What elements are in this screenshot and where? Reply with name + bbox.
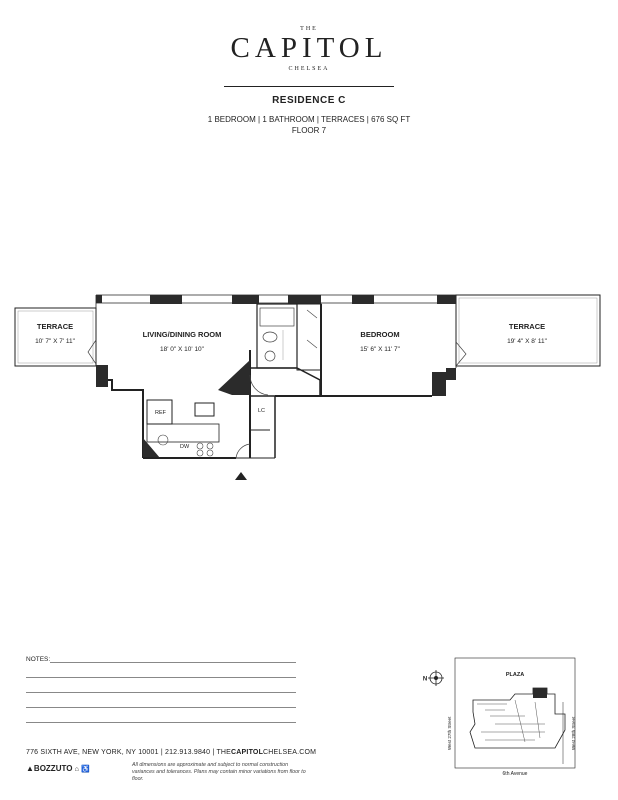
living-room-name: LIVING/DINING ROOM: [142, 330, 222, 339]
footer-separator: |: [212, 749, 217, 756]
compass-letter: N: [422, 676, 428, 683]
avenue-label: 6th Avenue: [502, 771, 528, 777]
footer-web-prefix: THE: [216, 749, 232, 756]
note-line: [26, 677, 296, 678]
footer-phone: 212.913.9840: [165, 749, 211, 756]
note-line: [26, 692, 296, 693]
disclaimer: All dimensions are approximate and subject to normal construction variances and tolerances. Plans may contain minor variations from floor to floor.: [132, 762, 306, 782]
note-line: [50, 662, 296, 663]
street-left-label: West 27th Street: [447, 716, 452, 750]
footer-web-bold: CAPITOL: [231, 749, 264, 756]
living-room-dims: 18' 0" X 10' 10": [160, 346, 204, 353]
lc-label: LC: [258, 408, 266, 414]
dw-label: DW: [180, 444, 190, 450]
developer-name: BOZZUTO: [33, 764, 73, 773]
brand-the: THE: [300, 26, 318, 32]
plaza-label: PLAZA: [505, 672, 525, 678]
ref-label: REF: [155, 410, 166, 416]
floor-plan: [0, 280, 618, 490]
accessibility-icon: ♿: [81, 766, 90, 773]
residence-floor: FLOOR 7: [291, 126, 327, 135]
terrace-left-name: TERRACE: [36, 322, 74, 331]
notes-label: NOTES:: [26, 656, 51, 663]
footer-separator: |: [160, 749, 165, 756]
terrace-left: [15, 308, 96, 366]
unit-location-marker: [533, 688, 547, 698]
brand-logo-text: CAPITOL: [230, 32, 388, 64]
header-divider: [224, 86, 394, 87]
developer-logo: [26, 764, 90, 773]
note-line: [26, 707, 296, 708]
residence-specs: 1 BEDROOM | 1 BATHROOM | TERRACES | 676 SQ FT: [207, 115, 411, 124]
equal-housing-icon: ⌂: [74, 766, 79, 773]
terrace-left-dims: 10' 7" X 7' 11": [35, 338, 75, 345]
bozzuto-icon: ▲: [26, 764, 34, 773]
terrace-right-name: TERRACE: [508, 322, 546, 331]
note-line: [26, 722, 296, 723]
footer-contact: [26, 749, 316, 756]
footer-web-suffix: CHELSEA.COM: [263, 749, 317, 756]
footer-address: 776 SIXTH AVE, NEW YORK, NY 10001: [26, 749, 159, 756]
bedroom-dims: 15' 6" X 11' 7": [360, 346, 400, 353]
terrace-right-dims: 19' 4" X 8' 11": [507, 338, 547, 345]
bedroom-name: BEDROOM: [360, 330, 400, 339]
key-plan: [415, 652, 595, 780]
brand-subtitle: CHELSEA: [288, 66, 330, 72]
residence-title: RESIDENCE C: [272, 95, 346, 106]
street-right-label: West 28th Street: [571, 716, 576, 750]
